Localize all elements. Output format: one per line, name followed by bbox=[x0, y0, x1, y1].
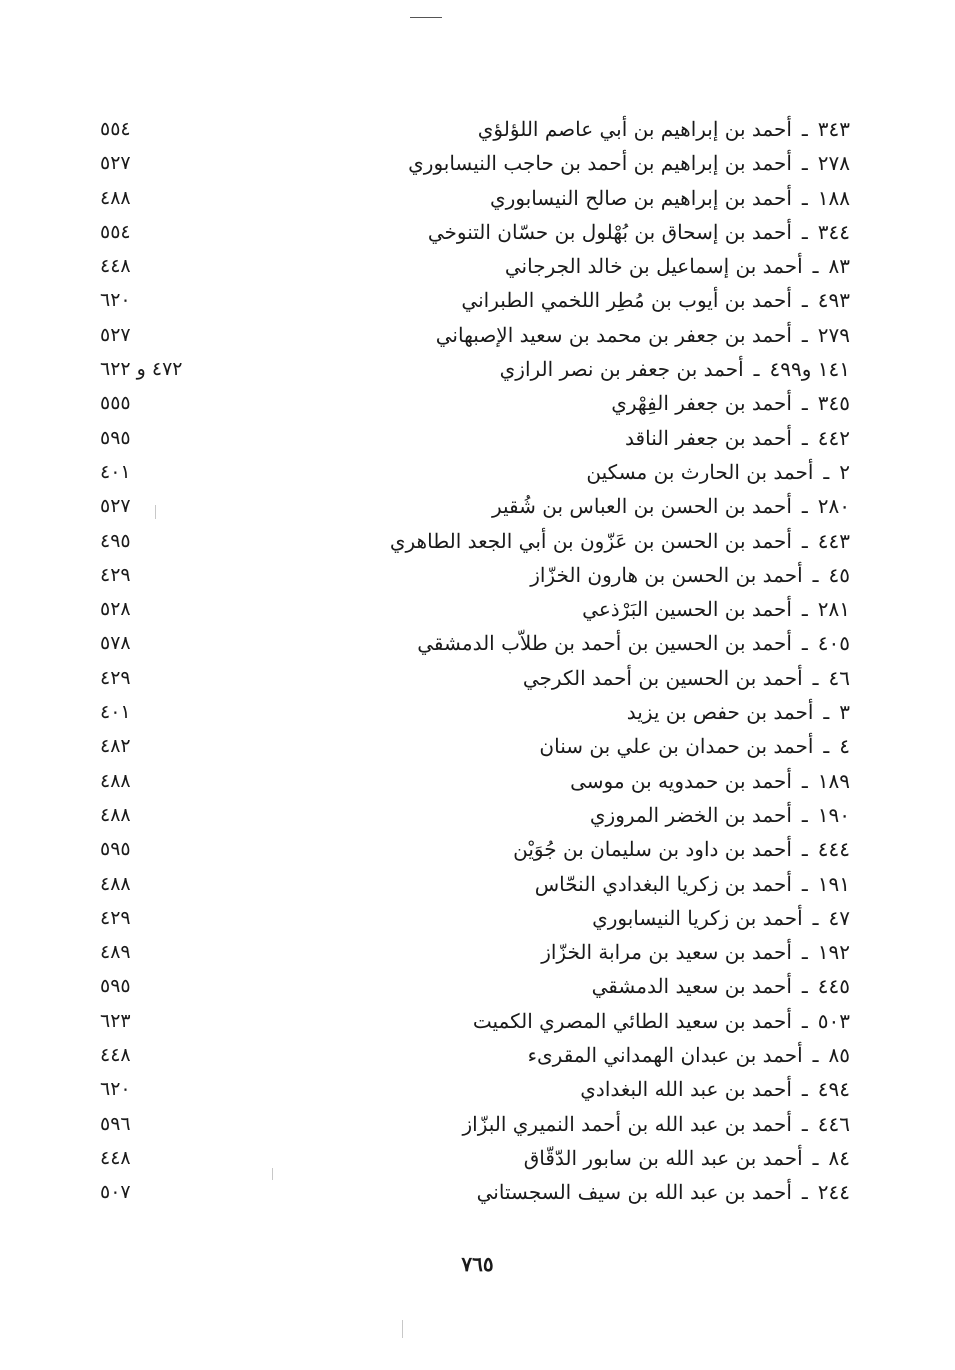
entry-number: ٢٧٩ bbox=[817, 322, 850, 347]
entry-text bbox=[500, 352, 850, 386]
entry-text bbox=[436, 318, 850, 352]
entry-page-reference: ٥٢٨ bbox=[100, 598, 131, 621]
entry-name: أحمد بن زكريا النيسابوري bbox=[592, 905, 803, 930]
entry-text bbox=[492, 489, 850, 523]
entry-separator: ـ bbox=[812, 1043, 819, 1068]
entry-number: ٤٧ bbox=[828, 905, 850, 930]
entry-text bbox=[535, 867, 850, 901]
entry-text bbox=[625, 421, 850, 455]
entry-page-reference: ٤٩٥ bbox=[100, 529, 131, 552]
entry-number: ٢٨٠ bbox=[817, 494, 850, 519]
entry-text bbox=[570, 764, 850, 798]
entry-name: أحمد بن إبراهيم بن صالح النيسابوري bbox=[490, 185, 792, 210]
entry-number: ٣٤٣ bbox=[817, 117, 850, 141]
index-entry bbox=[100, 112, 850, 146]
entry-page-reference: ٤٠١ bbox=[100, 701, 131, 724]
entry-text bbox=[462, 1107, 850, 1141]
entry-name: أحمد بن عبد الله البغدادي bbox=[580, 1077, 792, 1102]
entry-number: ٤٥ bbox=[828, 562, 850, 587]
index-entry bbox=[100, 661, 850, 695]
entry-text bbox=[505, 249, 850, 283]
entry-name: أحمد بن إسحاق بن بُهْلول بن حسّان التنوخي bbox=[427, 219, 792, 244]
entry-separator: ـ bbox=[801, 802, 808, 827]
entry-separator: ـ bbox=[801, 768, 808, 793]
entry-number: ٤٤٣ bbox=[817, 528, 850, 553]
entry-separator: ـ bbox=[801, 631, 808, 656]
entry-text bbox=[524, 1141, 850, 1175]
entry-separator: ـ bbox=[823, 700, 830, 725]
entry-name: أحمد بن عبدان الهمداني المقرىء bbox=[527, 1043, 803, 1068]
entry-name: أحمد بن الحسن بن عَزّون بن أبي الجعد الطاهري bbox=[389, 528, 792, 553]
entry-page-reference: ٤٧٢ و ٦٢٢ bbox=[100, 358, 183, 381]
entry-separator: ـ bbox=[801, 871, 808, 896]
entry-number: ٣٤٥ bbox=[817, 391, 850, 416]
entry-page-reference: ٤٤٨ bbox=[100, 1044, 131, 1067]
entry-separator: ـ bbox=[801, 185, 808, 210]
entry-number: ٢٧٨ bbox=[817, 151, 850, 176]
entry-page-reference: ٥٧٨ bbox=[100, 632, 131, 655]
entry-number: ٤٠٥ bbox=[817, 631, 850, 656]
entry-page-reference: ٤٨٨ bbox=[100, 186, 131, 209]
index-entry bbox=[100, 249, 850, 283]
entry-separator: ـ bbox=[812, 254, 819, 279]
entry-name: أحمد بن إسماعيل بن خالد الجرجاني bbox=[504, 254, 803, 279]
entry-name: أحمد بن الخضر المروزي bbox=[589, 802, 792, 827]
entry-text bbox=[541, 935, 850, 969]
entry-number: ٣٤٤ bbox=[817, 219, 850, 244]
index-entry bbox=[100, 969, 850, 1003]
entry-separator: ـ bbox=[823, 459, 830, 484]
entry-separator: ـ bbox=[812, 1145, 819, 1170]
entry-page-reference: ٥٩٥ bbox=[100, 975, 131, 998]
entry-separator: ـ bbox=[801, 974, 808, 999]
index-entry bbox=[100, 455, 850, 489]
entry-page-reference: ٥٢٧ bbox=[100, 152, 131, 175]
entry-name: أحمد بن داود بن سليمان بن جُوَيْن bbox=[513, 837, 792, 862]
entry-page-reference: ٥٠٧ bbox=[100, 1181, 131, 1204]
index-entry bbox=[100, 1175, 850, 1209]
entry-text bbox=[627, 695, 850, 729]
entry-separator: ـ bbox=[801, 219, 808, 244]
entry-separator: ـ bbox=[812, 905, 819, 930]
entry-name: أحمد بن سعيد الطائي المصري الكميت bbox=[472, 1008, 792, 1033]
header-rule bbox=[410, 17, 442, 18]
entry-separator: ـ bbox=[801, 1077, 808, 1102]
entry-name: أحمد بن سعيد الدمشقي bbox=[591, 974, 792, 999]
entry-number: ١٤١ و٤٩٩ bbox=[769, 357, 850, 382]
entry-number: ٤٤٤ bbox=[817, 837, 850, 862]
entry-separator: ـ bbox=[812, 665, 819, 690]
index-entry bbox=[100, 695, 850, 729]
entry-text bbox=[586, 455, 850, 489]
entry-text bbox=[417, 626, 850, 660]
index-entry bbox=[100, 729, 850, 763]
entry-name: أحمد بن جعفر الفِهْري bbox=[611, 391, 792, 416]
entry-name: أحمد بن سعيد بن مرابة الخزّاز bbox=[541, 940, 792, 965]
index-entry bbox=[100, 1072, 850, 1106]
entry-name: أحمد بن جعفر بن نصر الرازي bbox=[499, 357, 744, 382]
entry-number: ٤ bbox=[839, 734, 850, 759]
entry-separator: ـ bbox=[801, 837, 808, 862]
entry-number: ٥٠٣ bbox=[817, 1008, 850, 1033]
index-entry bbox=[100, 318, 850, 352]
entry-page-reference: ٤٢٩ bbox=[100, 563, 131, 586]
entry-name: أحمد بن إبراهيم بن أبي عاصم اللؤلؤي bbox=[477, 117, 792, 141]
entry-number: ٤٩٣ bbox=[817, 288, 850, 313]
index-entry bbox=[100, 558, 850, 592]
entry-number: ١٩٠ bbox=[817, 802, 850, 827]
entry-name: أحمد بن عبد الله بن سيف السجستاني bbox=[476, 1180, 792, 1205]
entry-name: أحمد بن الحسين البَرْذعي bbox=[582, 597, 792, 622]
entry-page-reference: ٤٨٨ bbox=[100, 769, 131, 792]
entry-page-reference: ٦٢٠ bbox=[100, 289, 131, 312]
entry-separator: ـ bbox=[801, 1008, 808, 1033]
entry-text bbox=[478, 112, 850, 146]
entry-number: ٤٦ bbox=[828, 665, 850, 690]
page-number: ٧٦٥ bbox=[461, 1252, 494, 1276]
entry-text bbox=[390, 524, 850, 558]
entry-name: أحمد بن حمدويه بن موسى bbox=[570, 768, 792, 793]
entry-number: ١٩١ bbox=[817, 871, 850, 896]
entry-text bbox=[408, 146, 850, 180]
entry-text bbox=[477, 1175, 850, 1209]
entry-separator: ـ bbox=[801, 1180, 808, 1205]
entry-number: ٤٤٢ bbox=[817, 425, 850, 450]
index-entry bbox=[100, 798, 850, 832]
entry-page-reference: ٤٢٩ bbox=[100, 666, 131, 689]
entry-number: ٨٤ bbox=[828, 1145, 850, 1170]
index-entry bbox=[100, 764, 850, 798]
entry-name: أحمد بن عبد الله بن أحمد النميري البزّاز bbox=[462, 1111, 792, 1136]
entry-number: ٢٨١ bbox=[817, 597, 850, 622]
entry-page-reference: ٥٥٥ bbox=[100, 392, 131, 415]
entry-page-reference: ٤٤٨ bbox=[100, 1146, 131, 1169]
entry-separator: ـ bbox=[801, 322, 808, 347]
entry-separator: ـ bbox=[801, 528, 808, 553]
entry-number: ٣ bbox=[839, 700, 850, 725]
entry-separator: ـ bbox=[801, 288, 808, 313]
entry-name: أحمد بن الحسين بن أحمد بن طلاّب الدمشقي bbox=[417, 631, 792, 656]
entry-page-reference: ٦٢٠ bbox=[100, 1078, 131, 1101]
entry-number: ٤٤٥ bbox=[817, 974, 850, 999]
entry-page-reference: ٤٠١ bbox=[100, 460, 131, 483]
entry-page-reference: ٤٨٩ bbox=[100, 941, 131, 964]
entry-page-reference: ٥٩٥ bbox=[100, 838, 131, 861]
index-entry bbox=[100, 1004, 850, 1038]
entry-name: أحمد بن الحارث بن مسكين bbox=[586, 459, 814, 484]
index-entry bbox=[100, 1141, 850, 1175]
entry-number: ١٨٨ bbox=[817, 185, 850, 210]
entry-name: أحمد بن الحسن بن العباس بن شُقير bbox=[491, 494, 792, 519]
index-entry bbox=[100, 352, 850, 386]
entry-text bbox=[580, 1072, 850, 1106]
index-entry bbox=[100, 867, 850, 901]
entry-page-reference: ٥٩٥ bbox=[100, 426, 131, 449]
entry-name: أحمد بن زكريا البغدادي النحّاس bbox=[534, 871, 792, 896]
entry-number: ٢ bbox=[839, 459, 850, 484]
entry-separator: ـ bbox=[801, 117, 808, 141]
entry-number: ١٩٢ bbox=[817, 940, 850, 965]
entry-number: ٢٤٤ bbox=[817, 1180, 850, 1205]
entry-number: ١٨٩ bbox=[817, 768, 850, 793]
entry-name: أحمد بن جعفر الناقد bbox=[625, 425, 792, 450]
entry-page-reference: ٥٩٦ bbox=[100, 1112, 131, 1135]
index-entry bbox=[100, 626, 850, 660]
entry-text bbox=[590, 798, 850, 832]
index-entry bbox=[100, 592, 850, 626]
entry-page-reference: ٤٨٢ bbox=[100, 735, 131, 758]
entry-page-reference: ٥٥٤ bbox=[100, 118, 131, 140]
entry-page-reference: ٤٢٩ bbox=[100, 906, 131, 929]
entry-number: ٤٤٦ bbox=[817, 1111, 850, 1136]
entry-separator: ـ bbox=[801, 1111, 808, 1136]
biography-index-list bbox=[100, 112, 850, 1210]
entry-separator: ـ bbox=[801, 425, 808, 450]
entry-separator: ـ bbox=[801, 940, 808, 965]
entry-name: أحمد بن جعفر بن محمد بن سعيد الإصبهاني bbox=[435, 322, 792, 347]
entry-text bbox=[539, 729, 850, 763]
entry-separator: ـ bbox=[801, 391, 808, 416]
index-entry bbox=[100, 489, 850, 523]
index-entry bbox=[100, 146, 850, 180]
entry-text bbox=[490, 181, 850, 215]
entry-separator: ـ bbox=[753, 357, 760, 382]
entry-page-reference: ٦٢٣ bbox=[100, 1009, 131, 1032]
margin-mark bbox=[402, 1320, 403, 1338]
entry-name: أحمد بن الحسن بن هارون الخزّاز bbox=[530, 562, 803, 587]
entry-name: أحمد بن الحسين بن أحمد الكرجي bbox=[522, 665, 803, 690]
entry-separator: ـ bbox=[823, 734, 830, 759]
entry-page-reference: ٥٥٤ bbox=[100, 220, 131, 243]
entry-name: أحمد بن حمدان بن علي بن سنان bbox=[539, 734, 814, 759]
entry-text bbox=[513, 832, 850, 866]
entry-name: أحمد بن إبراهيم بن أحمد بن حاجب النيسابوري bbox=[408, 151, 792, 176]
margin-mark bbox=[272, 1168, 273, 1180]
entry-text bbox=[523, 661, 850, 695]
index-entry bbox=[100, 901, 850, 935]
entry-text bbox=[592, 901, 850, 935]
entry-text bbox=[428, 215, 850, 249]
entry-page-reference: ٥٢٧ bbox=[100, 323, 131, 346]
entry-page-reference: ٥٢٧ bbox=[100, 495, 131, 518]
entry-name: أحمد بن عبد الله بن سابور الدّقّاق bbox=[523, 1145, 803, 1170]
entry-number: ٨٥ bbox=[828, 1043, 850, 1068]
index-entry bbox=[100, 524, 850, 558]
index-entry bbox=[100, 283, 850, 317]
index-entry bbox=[100, 1107, 850, 1141]
entry-separator: ـ bbox=[801, 151, 808, 176]
entry-page-reference: ٤٤٨ bbox=[100, 255, 131, 278]
index-entry bbox=[100, 181, 850, 215]
entry-text bbox=[528, 1038, 850, 1072]
entry-number: ٤٩٤ bbox=[817, 1077, 850, 1102]
entry-text bbox=[592, 969, 850, 1003]
entry-name: أحمد بن أيوب بن مُطِر اللخمي الطبراني bbox=[461, 288, 792, 313]
entry-page-reference: ٤٨٨ bbox=[100, 872, 131, 895]
index-entry bbox=[100, 421, 850, 455]
entry-text bbox=[530, 558, 850, 592]
entry-text bbox=[582, 592, 850, 626]
index-entry bbox=[100, 386, 850, 420]
entry-name: أحمد بن حفص بن يزيد bbox=[626, 700, 814, 725]
index-entry bbox=[100, 935, 850, 969]
index-entry bbox=[100, 215, 850, 249]
entry-text bbox=[473, 1004, 850, 1038]
entry-page-reference: ٤٨٨ bbox=[100, 803, 131, 826]
entry-separator: ـ bbox=[812, 562, 819, 587]
entry-separator: ـ bbox=[801, 597, 808, 622]
entry-text bbox=[611, 386, 850, 420]
index-entry bbox=[100, 832, 850, 866]
entry-text bbox=[461, 283, 850, 317]
entry-number: ٨٣ bbox=[828, 254, 850, 279]
margin-mark bbox=[155, 505, 156, 519]
entry-separator: ـ bbox=[801, 494, 808, 519]
index-entry bbox=[100, 1038, 850, 1072]
